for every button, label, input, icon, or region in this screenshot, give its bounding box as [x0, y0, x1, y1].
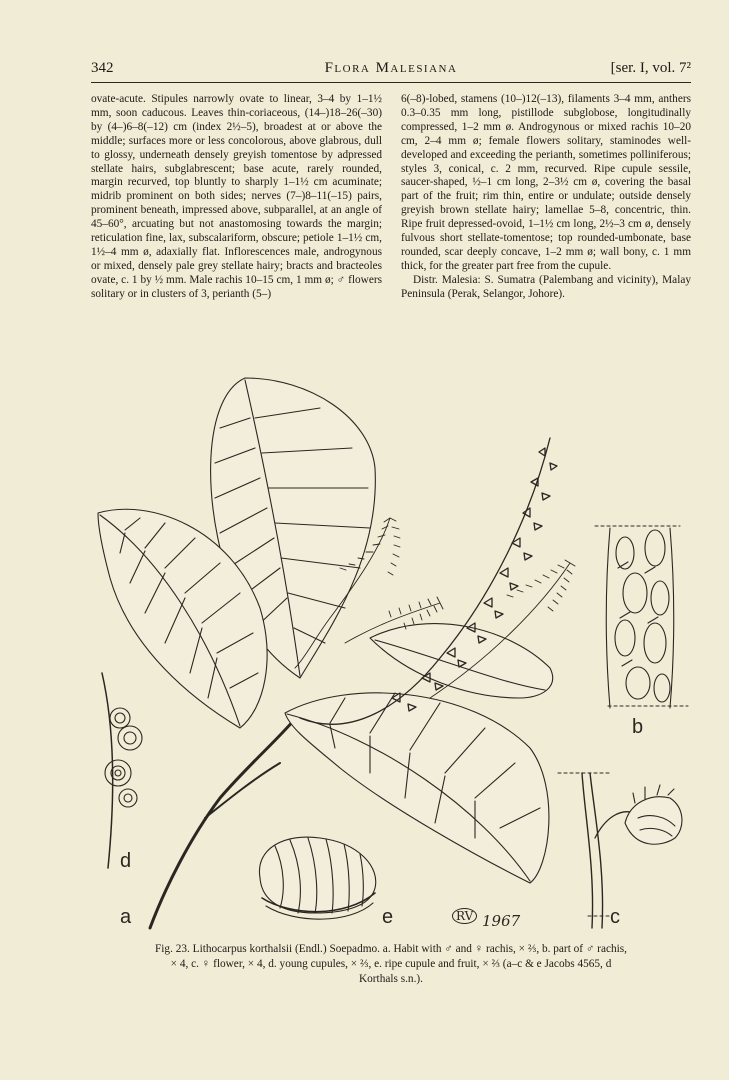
right-column-text: 6(–8)-lobed, stamens (10–)12(–13), filaments 3–4 mm, anthers 0.3–0.35 mm long, pistillode subglobose, longitudinally compressed, 1–2 mm ø. Androgynous or mixed rachis 10–20 cm, 2–4 mm ø; female flowers solitary, staminodes well-developed and exceeding the perianth, sometimes polliniferous; styles 3, conical, c. 2 mm, recurved. Ripe cupule sessile, saucer-shaped, ½–1 cm long, 2–3½ cm ø, covering the basal part of the fruit; rim thin, entire or undulate; outside densely greyish brown stellate hairy; lamellae 5–8, concentric, thin. Ripe fruit depressed-ovoid, 1–1½ cm long, 2½–3 cm ø, densely fulvous short stellate-tomentose; top rounded-umbonate, base rounded, scar deeply concave, 1–2 mm ø; wall bony, c. 1 mm thick, for the greater part free from the cupule. — [401, 93, 691, 272]
female-flower-c — [558, 773, 682, 928]
ripe-fruit-e — [259, 837, 375, 919]
young-cupules-d — [102, 673, 142, 868]
illustration-drawing — [90, 368, 690, 936]
side-branch — [205, 763, 280, 818]
signature-year: 1967 — [482, 912, 521, 930]
label-a: a — [120, 906, 132, 928]
male-rachis-part-b — [595, 526, 688, 708]
distribution-text: Distr. Malesia: S. Sumatra (Palembang and vicinity), Malay Peninsula (Perak, Selangor, Johore). — [401, 273, 691, 300]
page-number: 342 — [91, 60, 114, 76]
label-e: e — [382, 906, 394, 928]
label-c: c — [610, 906, 620, 928]
label-b: b — [632, 716, 644, 738]
page-header — [91, 60, 691, 83]
left-column — [91, 93, 382, 302]
right-column — [401, 93, 691, 302]
label-d: d — [120, 850, 132, 872]
series-volume: [ser. I, vol. 7² — [610, 60, 691, 76]
caption-line-1: Fig. 23. Lithocarpus korthalsii (Endl.) Soepadmo. a. Habit with ♂ and ♀ rachis, × ⅔, b. part of ♂ rachis, — [155, 943, 627, 955]
figure-caption — [91, 942, 691, 987]
caption-line-2: × 4, c. ♀ flower, × 4, d. young cupules, × ⅔, e. ripe cupule and fruit, × ⅔ (a–c & e Jacobs 4565, d — [170, 958, 612, 970]
botanical-illustration — [90, 368, 690, 936]
artist-monogram: RV — [452, 908, 477, 924]
caption-line-3: Korthals s.n.). — [358, 973, 423, 985]
left-column-text: ovate-acute. Stipules narrowly ovate to linear, 3–4 by 1–1½ mm, soon caducous. Leaves thin-coriaceous, (14–)18–26(–30) by (4–)6–8(–12) cm (index 2½–5), broadest at or above the middle; surfaces more or less concolorous, above glabrous, dull to glossy, underneath densely greyish tomentose by adpressed stellate hairs, subglabrescent; base acute, rarely rounded, margin recurved, top bluntly to sharply 1–1½ cm acuminate; midrib prominent on both sides; nerves (7–)8–11(–15) pairs, prominent beneath, impressed above, subparallel, at an angle of 45–60°, arcuating but not anastomosing towards the margin; reticulation fine, lax, subscalariform, obscure; petiole 1–1½ cm, 1½–4 mm ø, adaxially flat. Inflorescences male, androgynous or mixed, densely pale grey stellate hairy; bracts and bracteoles ovate, c. 1 by ½ mm. Male rachis 10–15 cm, 1 mm ø; ♂ flowers solitary or in clusters of 3, perianth (5–) — [91, 93, 382, 300]
journal-title: Flora Malesiana — [324, 60, 458, 76]
